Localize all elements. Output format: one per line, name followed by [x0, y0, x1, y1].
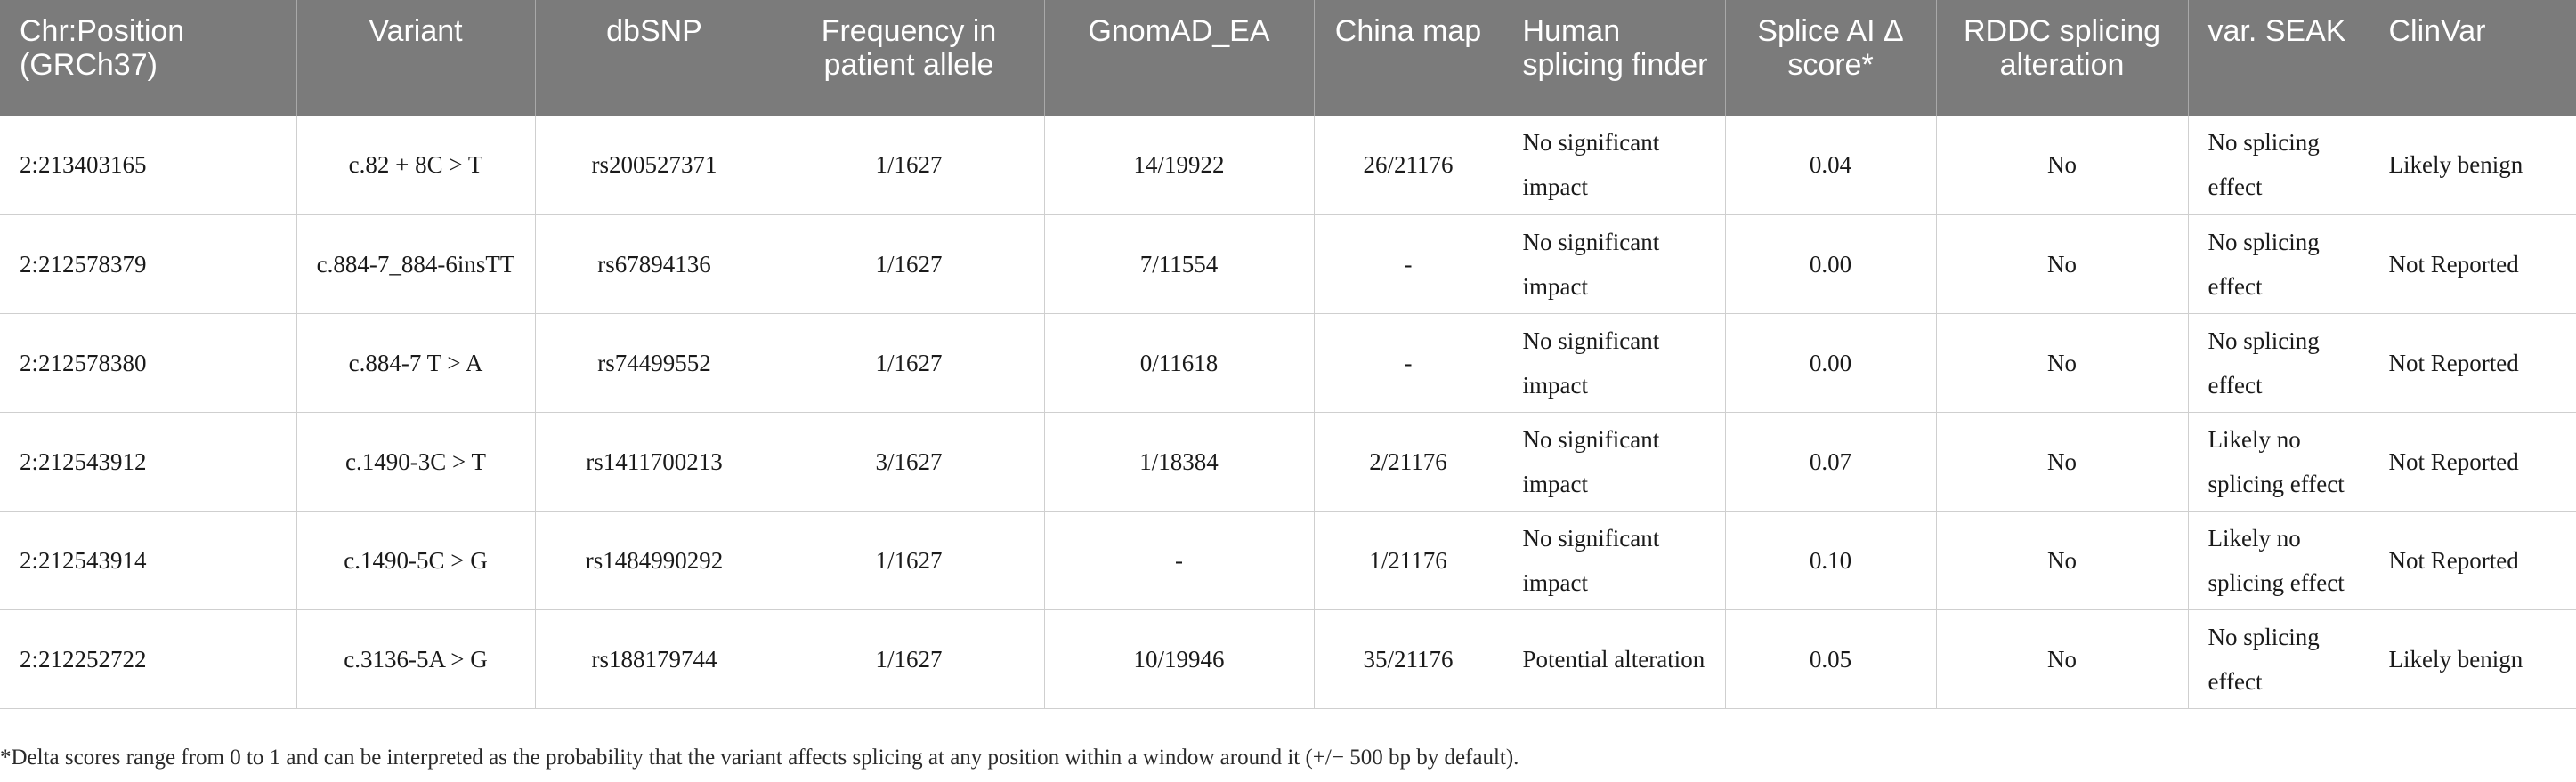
- cell-splice-ai: 0.05: [1725, 609, 1936, 708]
- cell-chr-position: 2:212252722: [0, 609, 296, 708]
- cell-chr-position: 2:213403165: [0, 116, 296, 214]
- cell-clinvar: Not Reported: [2369, 412, 2576, 511]
- header-frequency: Frequency in patient allele: [774, 0, 1044, 116]
- header-var-seak: var. SEAK: [2188, 0, 2369, 116]
- cell-dbsnp: rs74499552: [535, 313, 774, 412]
- cell-human-splicing-finder: No significant impact: [1503, 214, 1725, 313]
- cell-rddc: No: [1936, 511, 2188, 609]
- cell-frequency: 1/1627: [774, 116, 1044, 214]
- cell-rddc: No: [1936, 214, 2188, 313]
- cell-splice-ai: 0.10: [1725, 511, 1936, 609]
- cell-splice-ai: 0.07: [1725, 412, 1936, 511]
- cell-human-splicing-finder: No significant impact: [1503, 116, 1725, 214]
- table-row: [0, 412, 2576, 511]
- cell-china-map: -: [1314, 313, 1503, 412]
- cell-frequency: 1/1627: [774, 609, 1044, 708]
- cell-rddc: No: [1936, 609, 2188, 708]
- cell-gnomad: 0/11618: [1044, 313, 1314, 412]
- header-splice-ai: Splice AI Δ score*: [1725, 0, 1936, 116]
- cell-rddc: No: [1936, 313, 2188, 412]
- cell-human-splicing-finder: No significant impact: [1503, 412, 1725, 511]
- cell-rddc: No: [1936, 412, 2188, 511]
- header-row: [0, 0, 2576, 116]
- table-row: [0, 609, 2576, 708]
- cell-dbsnp: rs1484990292: [535, 511, 774, 609]
- header-rddc: RDDC splicing alteration: [1936, 0, 2188, 116]
- cell-dbsnp: rs1411700213: [535, 412, 774, 511]
- cell-var-seak: Likely no splicing effect: [2188, 412, 2369, 511]
- table-footnote: *Delta scores range from 0 to 1 and can be interpreted as the probability that the variant affects splicing at any position within a window around it (+/− 500 bp by default).: [0, 746, 1519, 770]
- cell-frequency: 1/1627: [774, 313, 1044, 412]
- cell-china-map: -: [1314, 214, 1503, 313]
- cell-human-splicing-finder: Potential alteration: [1503, 609, 1725, 708]
- cell-clinvar: Not Reported: [2369, 313, 2576, 412]
- header-variant: Variant: [296, 0, 535, 116]
- cell-human-splicing-finder: No significant impact: [1503, 511, 1725, 609]
- cell-chr-position: 2:212543914: [0, 511, 296, 609]
- cell-var-seak: No splicing effect: [2188, 116, 2369, 214]
- cell-rddc: No: [1936, 116, 2188, 214]
- table-row: [0, 313, 2576, 412]
- cell-dbsnp: rs188179744: [535, 609, 774, 708]
- cell-gnomad: 7/11554: [1044, 214, 1314, 313]
- cell-gnomad: -: [1044, 511, 1314, 609]
- cell-splice-ai: 0.04: [1725, 116, 1936, 214]
- table-row: [0, 511, 2576, 609]
- cell-gnomad: 1/18384: [1044, 412, 1314, 511]
- cell-dbsnp: rs67894136: [535, 214, 774, 313]
- cell-china-map: 26/21176: [1314, 116, 1503, 214]
- cell-variant: c.3136-5A > G: [296, 609, 535, 708]
- cell-chr-position: 2:212578380: [0, 313, 296, 412]
- cell-frequency: 1/1627: [774, 511, 1044, 609]
- header-china-map: China map: [1314, 0, 1503, 116]
- header-gnomad: GnomAD_EA: [1044, 0, 1314, 116]
- cell-human-splicing-finder: No significant impact: [1503, 313, 1725, 412]
- cell-china-map: 35/21176: [1314, 609, 1503, 708]
- cell-china-map: 1/21176: [1314, 511, 1503, 609]
- cell-clinvar: Not Reported: [2369, 511, 2576, 609]
- table-row: [0, 116, 2576, 214]
- cell-clinvar: Likely benign: [2369, 609, 2576, 708]
- cell-gnomad: 10/19946: [1044, 609, 1314, 708]
- cell-clinvar: Not Reported: [2369, 214, 2576, 313]
- cell-clinvar: Likely benign: [2369, 116, 2576, 214]
- cell-var-seak: Likely no splicing effect: [2188, 511, 2369, 609]
- cell-splice-ai: 0.00: [1725, 313, 1936, 412]
- cell-china-map: 2/21176: [1314, 412, 1503, 511]
- cell-variant: c.884-7 T > A: [296, 313, 535, 412]
- cell-chr-position: 2:212543912: [0, 412, 296, 511]
- cell-variant: c.884-7_884-6insTT: [296, 214, 535, 313]
- cell-frequency: 3/1627: [774, 412, 1044, 511]
- table-row: [0, 214, 2576, 313]
- cell-var-seak: No splicing effect: [2188, 609, 2369, 708]
- header-clinvar: ClinVar: [2369, 0, 2576, 116]
- cell-splice-ai: 0.00: [1725, 214, 1936, 313]
- cell-dbsnp: rs200527371: [535, 116, 774, 214]
- cell-variant: c.1490-5C > G: [296, 511, 535, 609]
- cell-chr-position: 2:212578379: [0, 214, 296, 313]
- header-chr-position: Chr:Position (GRCh37): [0, 0, 296, 116]
- cell-gnomad: 14/19922: [1044, 116, 1314, 214]
- cell-variant: c.1490-3C > T: [296, 412, 535, 511]
- header-human-splicing-finder: Human splicing finder: [1503, 0, 1725, 116]
- cell-var-seak: No splicing effect: [2188, 313, 2369, 412]
- cell-frequency: 1/1627: [774, 214, 1044, 313]
- cell-var-seak: No splicing effect: [2188, 214, 2369, 313]
- cell-variant: c.82 + 8C > T: [296, 116, 535, 214]
- header-dbsnp: dbSNP: [535, 0, 774, 116]
